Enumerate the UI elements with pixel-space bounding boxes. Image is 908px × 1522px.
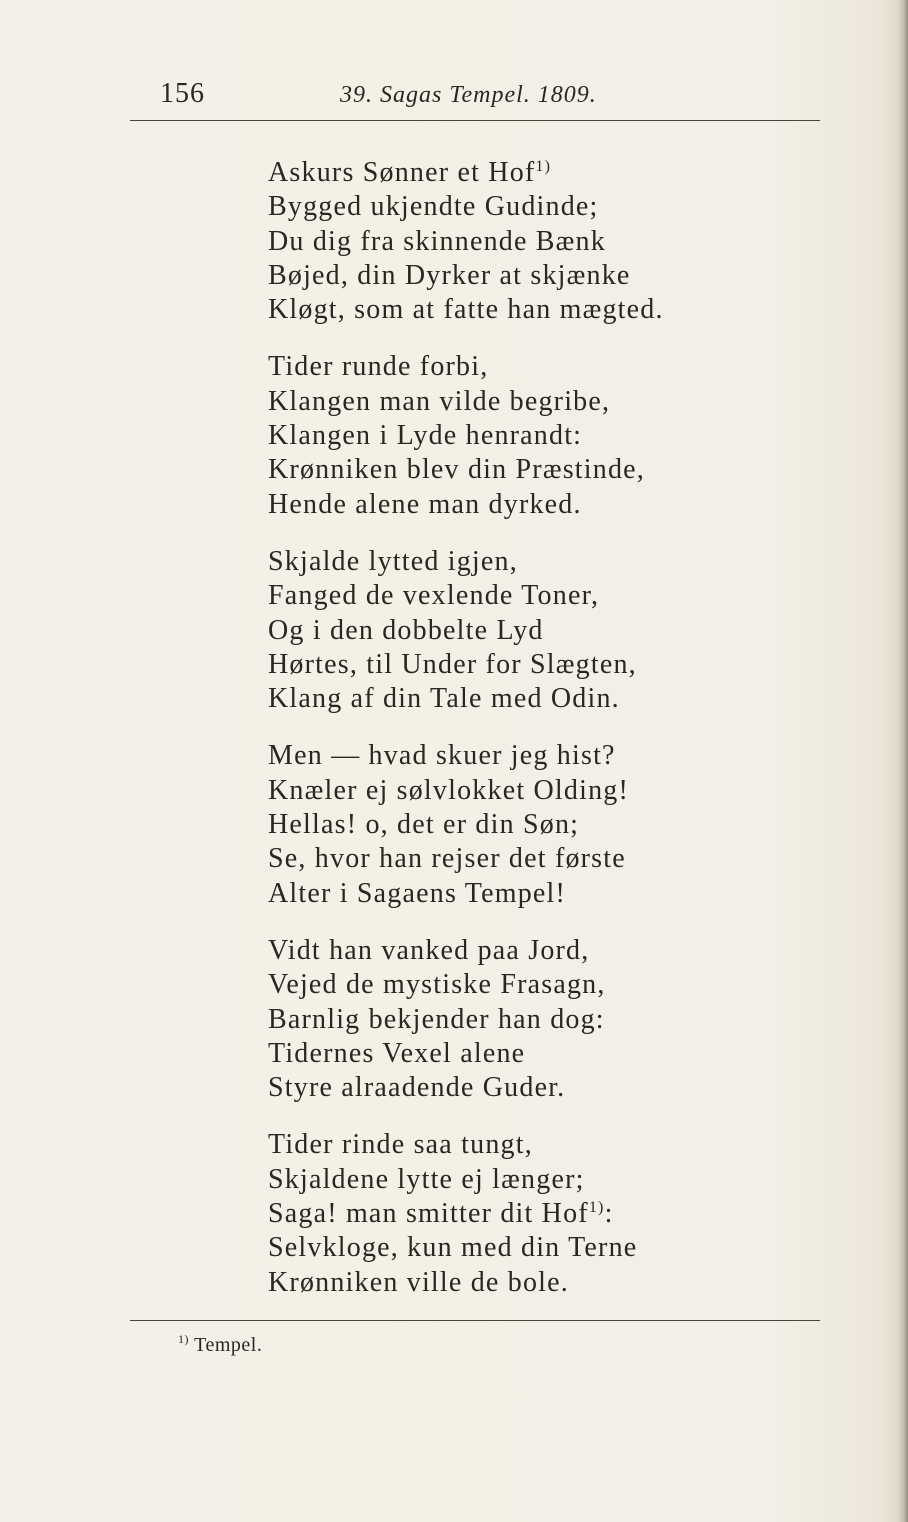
poem-line bbox=[268, 545, 828, 579]
poem-line-text: Bygged ukjendte Gudinde; bbox=[268, 191, 599, 223]
poem-line-text: Bøjed, din Dyrker at skjænke bbox=[268, 259, 631, 291]
poem-line bbox=[268, 774, 828, 808]
poem-line-text: Se, hvor han rejser det første bbox=[268, 843, 626, 875]
poem-line-text: Krønniken blev din Præstinde, bbox=[268, 454, 645, 486]
poem-line-text: Hørtes, til Under for Slægten, bbox=[268, 648, 637, 680]
poem-line bbox=[268, 968, 828, 1002]
poem-line-text: Du dig fra skinnende Bænk bbox=[268, 225, 606, 257]
page-edge-shadow bbox=[898, 0, 908, 1522]
stanza bbox=[268, 156, 828, 327]
stanza bbox=[268, 739, 828, 910]
footnote-reference: 1) bbox=[535, 158, 552, 175]
poem-line bbox=[268, 156, 828, 190]
poem-line-text: Klangen i Lyde henrandt: bbox=[268, 420, 583, 452]
poem-line bbox=[268, 614, 828, 648]
poem-line-text: Tider rinde saa tungt, bbox=[268, 1129, 533, 1161]
page-number: 156 bbox=[160, 78, 205, 109]
poem-line-text: Fanged de vexlende Toner, bbox=[268, 580, 600, 612]
poem-line bbox=[268, 259, 828, 293]
poem-line bbox=[268, 934, 828, 968]
poem-body bbox=[268, 156, 828, 1323]
poem-line-text: Vidt han vanked paa Jord, bbox=[268, 934, 590, 966]
poem-line bbox=[268, 419, 828, 453]
poem-line-text: Hellas! o, det er din Søn; bbox=[268, 809, 580, 841]
poem-line bbox=[268, 1037, 828, 1071]
poem-line bbox=[268, 682, 828, 716]
footnote bbox=[178, 1334, 262, 1357]
poem-line bbox=[268, 1231, 828, 1265]
poem-line bbox=[268, 1128, 828, 1162]
poem-line bbox=[268, 293, 828, 327]
running-title: 39. Sagas Tempel. 1809. bbox=[340, 82, 597, 108]
page-header bbox=[0, 70, 908, 110]
poem-line-text: Hende alene man dyrked. bbox=[268, 488, 582, 520]
poem-line bbox=[268, 350, 828, 384]
poem-line bbox=[268, 1003, 828, 1037]
poem-line-text: Alter i Sagaens Tempel! bbox=[268, 877, 567, 909]
poem-line-text: Krønniken ville de bole. bbox=[268, 1266, 569, 1298]
poem-line-text: Barnlig bekjender han dog: bbox=[268, 1003, 605, 1035]
stanza bbox=[268, 350, 828, 521]
poem-line bbox=[268, 1071, 828, 1105]
poem-line-text: Styre alraadende Guder. bbox=[268, 1072, 566, 1104]
poem-line-text: Klang af din Tale med Odin. bbox=[268, 683, 620, 715]
poem-line-text: Tider runde forbi, bbox=[268, 351, 489, 383]
poem-line-text: Skjaldene lytte ej længer; bbox=[268, 1163, 585, 1195]
poem-line bbox=[268, 739, 828, 773]
header-rule bbox=[130, 120, 820, 121]
poem-line bbox=[268, 842, 828, 876]
poem-line bbox=[268, 1197, 828, 1231]
poem-line-text: Og i den dobbelte Lyd bbox=[268, 614, 544, 646]
poem-line bbox=[268, 453, 828, 487]
poem-line bbox=[268, 1163, 828, 1197]
footnote-text: Tempel. bbox=[194, 1334, 263, 1356]
poem-line bbox=[268, 225, 828, 259]
poem-line bbox=[268, 1266, 828, 1300]
poem-line-text: Skjalde lytted igjen, bbox=[268, 545, 518, 577]
poem-line bbox=[268, 808, 828, 842]
poem-line bbox=[268, 190, 828, 224]
poem-line bbox=[268, 385, 828, 419]
poem-line bbox=[268, 648, 828, 682]
poem-line bbox=[268, 877, 828, 911]
footnote-rule bbox=[130, 1320, 820, 1321]
poem-line-text: Askurs Sønner et Hof bbox=[268, 157, 536, 188]
poem-line-text: Men — hvad skuer jeg hist? bbox=[268, 740, 616, 772]
poem-line-text: Tidernes Vexel alene bbox=[268, 1037, 526, 1069]
poem-line bbox=[268, 579, 828, 613]
poem-line-text: Kløgt, som at fatte han mægted. bbox=[268, 294, 664, 326]
poem-line bbox=[268, 488, 828, 522]
poem-line-text: Vejed de mystiske Frasagn, bbox=[268, 969, 606, 1001]
footnote-reference: 1) bbox=[588, 1199, 605, 1217]
poem-line-text: Saga! man smitter dit Hof bbox=[268, 1198, 589, 1230]
stanza bbox=[268, 1128, 828, 1299]
poem-line-text: Klangen man vilde begribe, bbox=[268, 385, 611, 417]
poem-line-punctuation: : bbox=[604, 1198, 614, 1230]
poem-line-text: Knæler ej sølvlokket Olding! bbox=[268, 774, 630, 806]
footnote-marker: 1) bbox=[178, 1332, 189, 1346]
stanza bbox=[268, 934, 828, 1105]
stanza bbox=[268, 545, 828, 716]
poem-line-text: Selvkloge, kun med din Terne bbox=[268, 1232, 638, 1264]
